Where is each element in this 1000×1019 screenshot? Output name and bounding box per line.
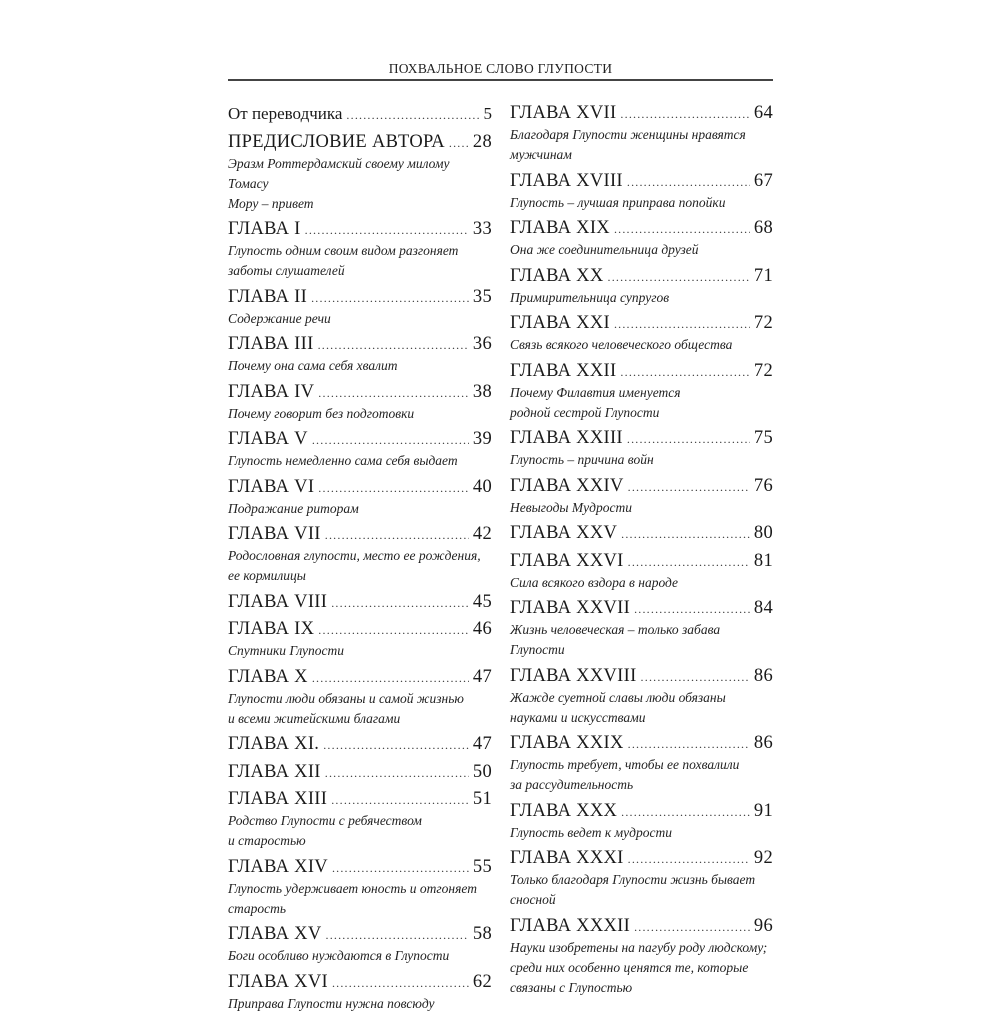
toc-entry-line	[228, 789, 492, 811]
toc-entry-subtitle: связаны с Глупостью	[510, 979, 633, 995]
toc-entry-subtitle: Почему она сама себя хвалит	[228, 358, 398, 373]
toc-entry-title: ГЛАВА VI	[228, 476, 315, 497]
toc-entry-page-number: 42	[472, 524, 492, 544]
toc-entry-page-number: 47	[472, 666, 492, 687]
toc-entry-subtitle: Она же соединительница друзей	[510, 242, 699, 257]
toc-entry-subtitle: за рассудительность	[510, 777, 634, 792]
toc-entry-title: ГЛАВА IV	[228, 381, 315, 402]
toc-right-column	[510, 103, 773, 1003]
toc-entry[interactable]	[510, 103, 773, 165]
toc-entry-page-number: 96	[753, 915, 773, 936]
toc-entry[interactable]	[510, 476, 773, 518]
toc-entry-subtitle: Родство Глупости с ребячеством	[228, 813, 422, 828]
toc-entry-title: ГЛАВА XV	[228, 924, 322, 944]
toc-entry-subtitle: науками и искусствами	[510, 709, 646, 725]
dot-leader	[331, 593, 469, 614]
toc-entry-subtitle: Только благодаря Глупости жизнь бывает	[510, 872, 756, 887]
toc-entry-page-number: 46	[472, 619, 492, 639]
dot-leader	[312, 430, 469, 451]
dot-leader	[627, 429, 750, 450]
toc-entry-title: ГЛАВА XXVIII	[510, 665, 637, 686]
toc-entry-line	[228, 924, 492, 946]
dot-leader	[325, 763, 469, 784]
toc-entry-line	[228, 334, 492, 356]
toc-entry-title: ГЛАВА XIII	[228, 789, 328, 809]
toc-entry[interactable]	[510, 848, 773, 910]
toc-entry[interactable]	[510, 361, 773, 423]
toc-entry-title: ГЛАВА V	[228, 429, 308, 449]
toc-entry-line	[510, 848, 773, 870]
toc-entry-subtitle: Содержание речи	[228, 310, 331, 326]
toc-entry-title: ГЛАВА XXXI	[510, 848, 624, 868]
toc-entry-page-number: 68	[753, 218, 773, 238]
toc-entry-title: ГЛАВА XVIII	[510, 170, 623, 191]
toc-entry-page-number: 62	[472, 971, 492, 992]
toc-entry-title: ГЛАВА XXIII	[510, 428, 623, 448]
toc-entry[interactable]	[228, 524, 492, 586]
toc-left-column	[228, 103, 492, 1019]
toc-entry-page-number: 92	[753, 848, 773, 868]
toc-entry-title: ГЛАВА XVII	[510, 103, 617, 123]
toc-entry-line	[510, 476, 773, 498]
toc-entry-subtitle: Невыгоды Мудрости	[510, 499, 632, 515]
toc-entry[interactable]	[510, 598, 773, 660]
toc-entry-subtitle: Почему Филавтия именуется	[510, 384, 681, 400]
toc-entry-page-number: 72	[753, 360, 773, 381]
toc-entry-line	[228, 857, 492, 879]
toc-entry-title: ГЛАВА XXXII	[510, 915, 631, 936]
toc-entry-title: ГЛАВА XXVI	[510, 550, 624, 571]
toc-entry-line	[510, 551, 773, 573]
toc-entry-subtitle: сносной	[510, 892, 556, 907]
dot-leader	[608, 267, 750, 288]
toc-entry-subtitle: среди них особенно ценятся те, которые	[510, 959, 749, 975]
toc-entry-line	[510, 598, 773, 620]
toc-entry-page-number: 40	[472, 476, 492, 497]
dot-leader	[318, 335, 469, 356]
toc-entry-line	[510, 916, 773, 938]
dot-leader	[311, 288, 469, 309]
toc-entry[interactable]	[228, 287, 492, 329]
toc-entry[interactable]	[228, 972, 492, 1014]
toc-entry-subtitle: Боги особливо нуждаются в Глупости	[228, 948, 450, 963]
toc-entry-title: От переводчика	[228, 104, 343, 123]
toc-entry-subtitle: Жажде суетной славы люди обязаны	[510, 689, 726, 705]
header-rule	[228, 79, 773, 81]
toc-entry[interactable]	[228, 762, 492, 784]
toc-entry[interactable]	[228, 382, 492, 424]
toc-entry[interactable]	[510, 801, 773, 843]
toc-entry-page-number: 51	[472, 789, 492, 809]
running-title: ПОХВАЛЬНОЕ СЛОВО ГЛУПОСТИ	[388, 61, 613, 76]
toc-entry-page-number: 80	[753, 523, 773, 543]
toc-entry-page-number: 38	[472, 381, 492, 402]
toc-entry[interactable]	[228, 477, 492, 519]
toc-entry-page-number: 45	[472, 591, 492, 612]
toc-entry-title: ГЛАВА XII	[228, 761, 321, 782]
toc-entry-subtitle: родной сестрой Глупости	[510, 404, 660, 420]
dot-leader	[332, 973, 469, 994]
dot-leader	[634, 917, 750, 938]
toc-entry[interactable]	[228, 667, 492, 729]
toc-entry-line	[510, 218, 773, 240]
dot-leader	[318, 620, 469, 641]
toc-entry-page-number: 91	[753, 800, 773, 821]
toc-entry-line	[510, 523, 773, 545]
toc-entry[interactable]	[510, 218, 773, 260]
dot-leader	[620, 104, 749, 125]
toc-entry-title: ГЛАВА XXVII	[510, 598, 631, 618]
toc-entry-title: ГЛАВА XXIV	[510, 475, 624, 496]
toc-entry-subtitle: Сила всякого вздора в народе	[510, 574, 679, 590]
dot-leader	[621, 524, 750, 545]
toc-entry-line	[228, 219, 492, 241]
toc-entry-line	[510, 733, 773, 755]
dot-leader	[620, 362, 749, 383]
dot-leader	[318, 383, 469, 404]
toc-entry-subtitle: Жизнь человеческая – только забава	[510, 622, 721, 637]
dot-leader	[641, 667, 750, 688]
toc-entry-subtitle: Глупость ведет к мудрости	[510, 824, 672, 840]
toc-entry-title: ГЛАВА XX	[510, 265, 604, 286]
toc-entry-page-number: 50	[472, 761, 492, 782]
toc-entry-line	[228, 972, 492, 994]
toc-entry-subtitle: и старостью	[228, 833, 306, 848]
toc-entry-page-number: 33	[472, 219, 492, 239]
toc-entry-subtitle: мужчинам	[510, 147, 572, 162]
toc-entry-subtitle: ее кормилицы	[228, 568, 306, 583]
toc-entry-subtitle: Эразм Роттердамский своему милому Томасу	[228, 155, 450, 191]
toc-entry[interactable]	[228, 789, 492, 851]
dot-leader	[628, 849, 750, 870]
toc-entry-subtitle: Родословная глупости, место ее рождения,	[228, 548, 481, 563]
toc-entry-title: ГЛАВА XI.	[228, 734, 320, 754]
toc-entry[interactable]	[228, 924, 492, 966]
toc-entry-page-number: 84	[753, 598, 773, 618]
toc-entry-line	[228, 382, 492, 404]
toc-entry-subtitle: Глупость – причина войн	[510, 452, 654, 467]
toc-entry-page-number: 35	[472, 286, 492, 307]
toc-entry[interactable]	[228, 734, 492, 756]
toc-entry-line	[228, 103, 492, 126]
toc-entry-page-number: 64	[753, 103, 773, 123]
dot-leader	[346, 105, 479, 126]
toc-entry-subtitle: Связь всякого человеческого общества	[510, 337, 733, 352]
toc-entry-line	[228, 619, 492, 641]
toc-entry-line	[228, 429, 492, 451]
toc-entry-title: ГЛАВА VIII	[228, 591, 328, 612]
toc-entry-subtitle: Спутники Глупости	[228, 643, 345, 658]
toc-entry[interactable]	[510, 666, 773, 728]
toc-entry-page-number: 71	[753, 265, 773, 286]
toc-entry-subtitle: Глупость одним своим видом разгоняет	[228, 243, 459, 258]
toc-entry-line	[228, 667, 492, 689]
toc-entry-line	[510, 361, 773, 383]
toc-entry-line	[510, 428, 773, 450]
toc-entry-title: ГЛАВА X	[228, 666, 308, 687]
toc-entry-title: ГЛАВА XXI	[510, 313, 610, 333]
toc-entry-page-number: 81	[753, 550, 773, 571]
toc-entry-page-number: 55	[472, 856, 492, 877]
toc-entry-line	[510, 103, 773, 125]
toc-entry-page-number: 86	[753, 665, 773, 686]
toc-entry-subtitle: старость	[228, 900, 287, 916]
dot-leader	[312, 668, 469, 689]
toc-entry-page-number: 76	[753, 475, 773, 496]
toc-entry-title: ГЛАВА XXV	[510, 523, 618, 543]
toc-entry-subtitle: и всеми житейскими благами	[228, 710, 401, 726]
dot-leader	[332, 858, 469, 879]
toc-entry[interactable]	[510, 266, 773, 308]
dot-leader	[634, 599, 750, 620]
toc-entry-subtitle: Глупости люди обязаны и самой жизнью	[228, 690, 464, 706]
toc-entry-subtitle: заботы слушателей	[228, 263, 345, 278]
toc-entry[interactable]	[228, 429, 492, 471]
toc-entry-title: ГЛАВА XXX	[510, 800, 618, 821]
toc-entry-subtitle: Подражание риторам	[228, 500, 359, 516]
toc-entry[interactable]	[510, 428, 773, 470]
toc-entry-subtitle: Науки изобретены на пагубу роду людскому;	[510, 939, 768, 955]
toc-entry-subtitle: Приправа Глупости нужна повсюду	[228, 995, 435, 1011]
toc-entry-page-number: 5	[483, 104, 492, 123]
toc-entry-page-number: 67	[753, 170, 773, 191]
dot-leader	[325, 525, 469, 546]
toc-entry-line	[228, 287, 492, 309]
toc-entry-title: ГЛАВА XVI	[228, 971, 328, 992]
toc-entry[interactable]	[228, 592, 492, 614]
dot-leader	[331, 790, 469, 811]
toc-entry[interactable]	[228, 103, 492, 126]
toc-entry-subtitle: Почему говорит без подготовки	[228, 405, 415, 421]
dot-leader	[614, 314, 750, 335]
toc-entry[interactable]	[510, 551, 773, 593]
toc-entry-page-number: 47	[472, 734, 492, 754]
toc-entry-line	[510, 266, 773, 288]
toc-entry[interactable]	[228, 132, 492, 214]
toc-entry[interactable]	[228, 219, 492, 281]
toc-entry-page-number: 36	[472, 334, 492, 354]
toc-entry-subtitle: Глупость удерживает юность и отгоняет	[228, 880, 477, 896]
toc-entry-title: ГЛАВА I	[228, 219, 301, 239]
dot-leader	[621, 802, 750, 823]
toc-entry-subtitle: Глупость – лучшая приправа попойки	[510, 194, 726, 210]
toc-entry-line	[510, 313, 773, 335]
toc-entry-title: ГЛАВА III	[228, 334, 314, 354]
toc-entry-line	[228, 762, 492, 784]
toc-entry-title: ПРЕДИСЛОВИЕ АВТОРА	[228, 131, 445, 152]
toc-entry-subtitle: Благодаря Глупости женщины нравятся	[510, 127, 746, 142]
toc-entry-page-number: 58	[472, 924, 492, 944]
dot-leader	[326, 925, 469, 946]
toc-entry-title: ГЛАВА II	[228, 286, 308, 307]
toc-entry-title: ГЛАВА VII	[228, 524, 321, 544]
toc-entry-subtitle: Глупость немедленно сама себя выдает	[228, 453, 458, 468]
toc-entry[interactable]	[228, 619, 492, 661]
toc-entry-line	[228, 477, 492, 499]
toc-entry-line	[510, 171, 773, 193]
toc-entry-title: ГЛАВА XIX	[510, 218, 610, 238]
dot-leader	[627, 172, 750, 193]
dot-leader	[449, 133, 469, 154]
toc-entry[interactable]	[510, 171, 773, 213]
toc-entry-title: ГЛАВА XXII	[510, 360, 617, 381]
toc-entry-line	[228, 734, 492, 756]
dot-leader	[318, 478, 469, 499]
toc-entry[interactable]	[510, 733, 773, 795]
toc-entry-subtitle: Примирительница супругов	[510, 289, 670, 305]
toc-entry-title: ГЛАВА XXIX	[510, 733, 624, 753]
toc-entry-page-number: 39	[472, 429, 492, 449]
toc-entry-page-number: 72	[753, 313, 773, 333]
toc-entry-page-number: 75	[753, 428, 773, 448]
dot-leader	[614, 219, 750, 240]
toc-entry[interactable]	[228, 334, 492, 376]
toc-entry-line	[510, 666, 773, 688]
toc-entry-subtitle: Глупости	[510, 642, 565, 657]
dot-leader	[628, 734, 750, 755]
toc-entry-title: ГЛАВА XIV	[228, 856, 328, 877]
toc-entry[interactable]	[510, 313, 773, 355]
toc-entry-subtitle: Глупость требует, чтобы ее похвалили	[510, 757, 740, 772]
toc-entry-subtitle: Мору – привет	[228, 195, 314, 211]
toc-entry-page-number: 28	[472, 131, 492, 152]
dot-leader	[628, 477, 750, 498]
dot-leader	[628, 552, 750, 573]
toc-entry[interactable]	[510, 916, 773, 998]
toc-entry-page-number: 86	[753, 733, 773, 753]
toc-entry[interactable]	[510, 523, 773, 545]
dot-leader	[323, 735, 469, 756]
toc-entry-line	[228, 592, 492, 614]
toc-entry-title: ГЛАВА IX	[228, 619, 315, 639]
dot-leader	[305, 220, 469, 241]
toc-entry-line	[228, 132, 492, 154]
toc-entry-line	[510, 801, 773, 823]
toc-entry-line	[228, 524, 492, 546]
toc-entry[interactable]	[228, 857, 492, 919]
